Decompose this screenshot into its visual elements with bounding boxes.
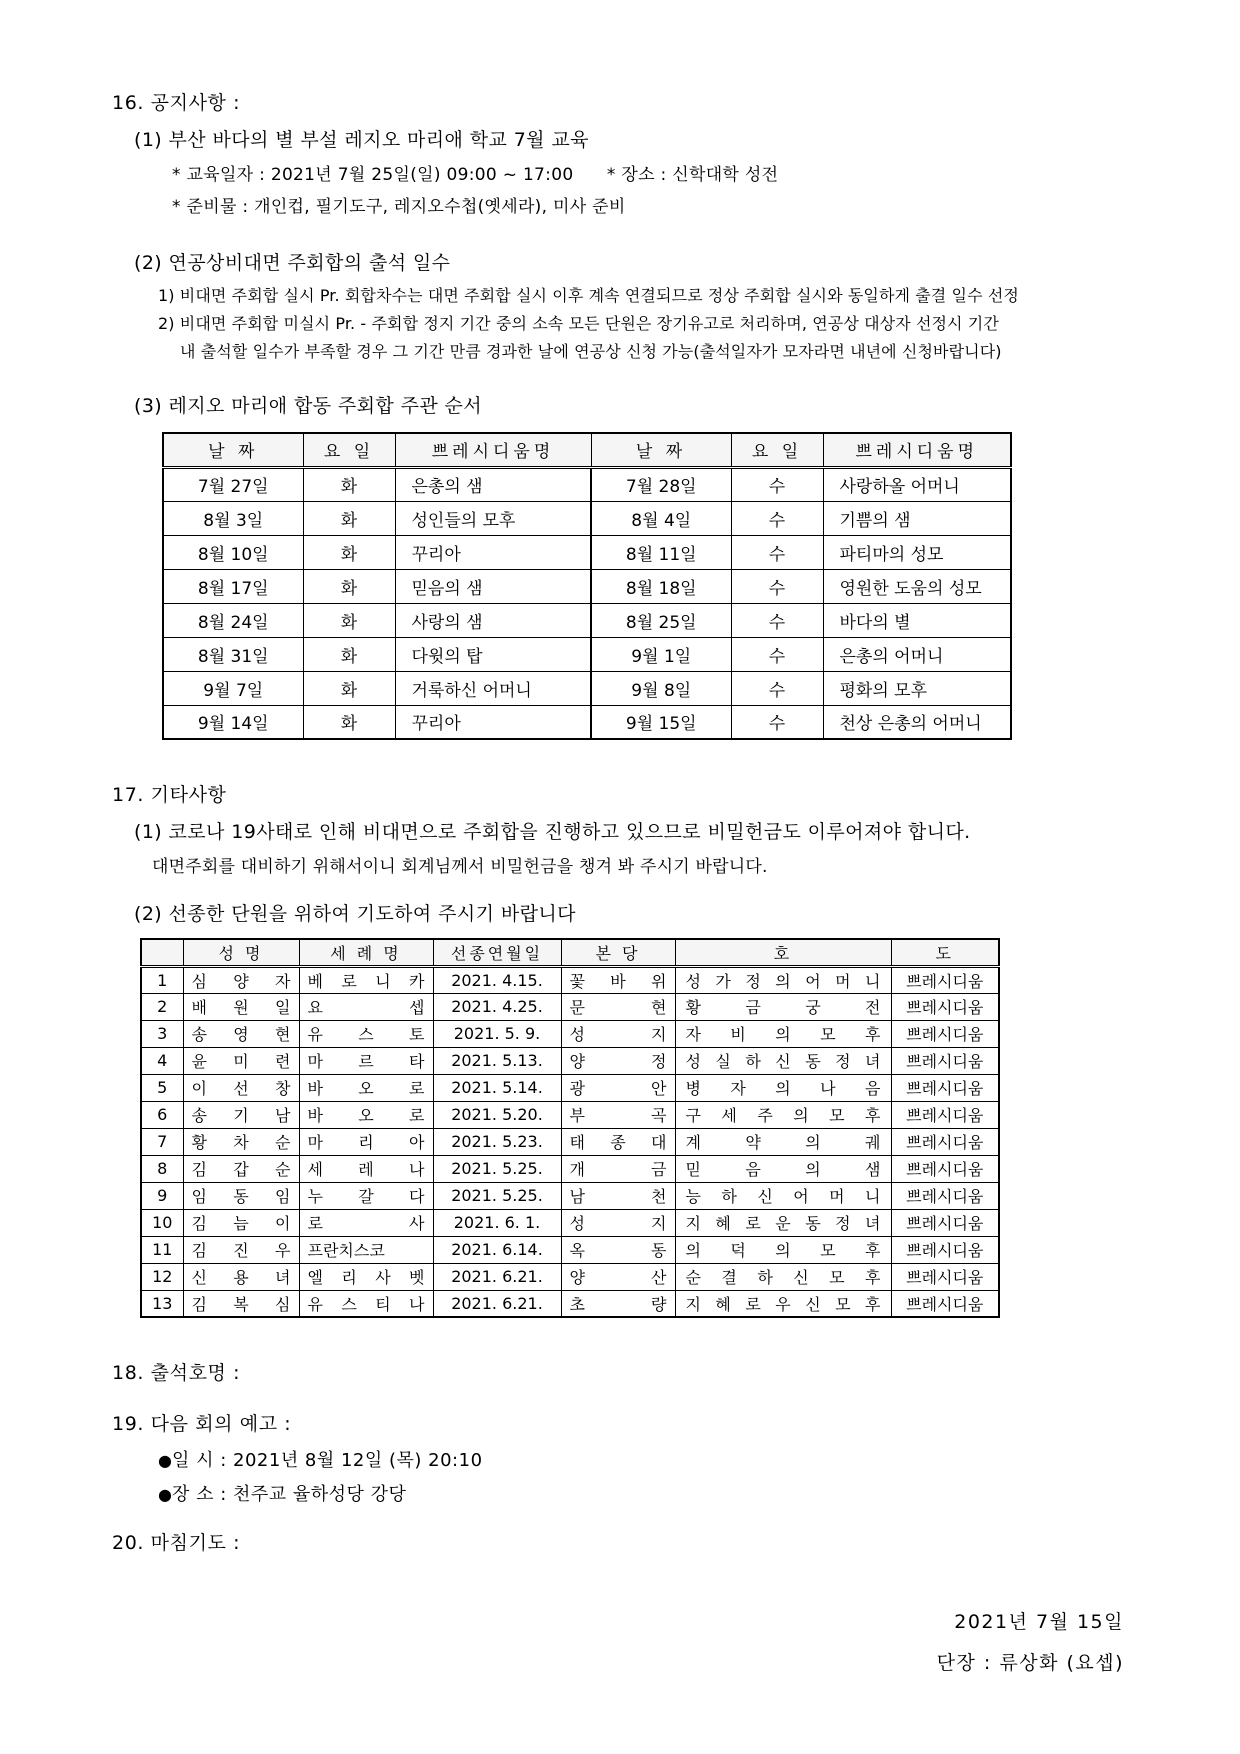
deceased-cell-ho: 지 혜 로 우 신 모 후	[675, 1290, 891, 1317]
deceased-cell-parish: 광 안	[561, 1074, 675, 1101]
bullet-dot-icon: ●	[158, 1451, 173, 1470]
table-row	[141, 993, 999, 1020]
schedule-cell-date-left: 8월 3일	[163, 501, 303, 535]
deceased-cell-death-date: 2021. 4.25.	[433, 993, 561, 1020]
section-16-item-2-sub-2: 2) 비대면 주회합 미실시 Pr. - 주회합 정지 기간 중의 소속 모든 단원은 장기유고로 처리하며, 연공상 대상자 선정시 기간	[158, 314, 999, 333]
deceased-cell-do: 쁘레시디움	[891, 1155, 999, 1182]
deceased-cell-parish: 꽃 바 위	[561, 966, 675, 993]
schedule-cell-date-right: 7월 28일	[591, 467, 731, 501]
deceased-cell-baptismal-name: 로 사	[299, 1209, 433, 1236]
deceased-cell-name: 김 늠 이	[183, 1209, 299, 1236]
deceased-cell-name: 황 차 순	[183, 1128, 299, 1155]
deceased-header-do: 도	[891, 939, 999, 966]
schedule-header-day-right: 요 일	[731, 433, 823, 467]
deceased-cell-do: 쁘레시디움	[891, 1020, 999, 1047]
deceased-cell-baptismal-name: 프란치스코	[299, 1236, 433, 1263]
deceased-cell-baptismal-name: 유 스 토	[299, 1020, 433, 1047]
deceased-header-death-date: 선종연월일	[433, 939, 561, 966]
schedule-cell-date-left: 8월 17일	[163, 569, 303, 603]
deceased-cell-parish: 옥 동	[561, 1236, 675, 1263]
deceased-table-body	[141, 966, 999, 1317]
deceased-cell-death-date: 2021. 4.15.	[433, 966, 561, 993]
deceased-cell-name: 심 양 자	[183, 966, 299, 993]
table-row	[163, 671, 1011, 705]
table-row	[163, 535, 1011, 569]
schedule-cell-day-right: 수	[731, 501, 823, 535]
deceased-cell-name: 김 복 심	[183, 1290, 299, 1317]
deceased-cell-do: 쁘레시디움	[891, 1290, 999, 1317]
deceased-cell-ho: 성 가 정 의 어 머 니	[675, 966, 891, 993]
deceased-cell-index: 9	[141, 1182, 183, 1209]
schedule-cell-day-left: 화	[303, 671, 395, 705]
deceased-cell-parish: 개 금	[561, 1155, 675, 1182]
table-row	[141, 1182, 999, 1209]
deceased-cell-baptismal-name: 마 리 아	[299, 1128, 433, 1155]
deceased-cell-index: 1	[141, 966, 183, 993]
section-17-item-1-line-2: 대면주회를 대비하기 위해서이니 회계님께서 비밀헌금을 챙겨 봐 주시기 바랍니다.	[152, 857, 768, 877]
section-18-heading: 18. 출석호명 :	[112, 1362, 241, 1384]
deceased-cell-do: 쁘레시디움	[891, 1263, 999, 1290]
deceased-cell-death-date: 2021. 5.13.	[433, 1047, 561, 1074]
deceased-cell-name: 송 기 남	[183, 1101, 299, 1128]
deceased-cell-death-date: 2021. 6.21.	[433, 1263, 561, 1290]
deceased-cell-death-date: 2021. 5. 9.	[433, 1020, 561, 1047]
deceased-cell-index: 11	[141, 1236, 183, 1263]
deceased-cell-index: 7	[141, 1128, 183, 1155]
deceased-cell-ho: 황 금 궁 전	[675, 993, 891, 1020]
schedule-cell-date-right: 9월 15일	[591, 705, 731, 739]
deceased-cell-do: 쁘레시디움	[891, 966, 999, 993]
deceased-cell-ho: 계 약 의 궤	[675, 1128, 891, 1155]
deceased-cell-baptismal-name: 베 로 니 카	[299, 966, 433, 993]
next-meeting-place-text: 장 소 : 천주교 율하성당 강당	[172, 1484, 407, 1505]
deceased-cell-name: 신 용 녀	[183, 1263, 299, 1290]
deceased-cell-name: 김 갑 순	[183, 1155, 299, 1182]
schedule-cell-date-right: 8월 4일	[591, 501, 731, 535]
deceased-cell-index: 10	[141, 1209, 183, 1236]
schedule-cell-day-right: 수	[731, 637, 823, 671]
deceased-cell-parish: 태 종 대	[561, 1128, 675, 1155]
joint-meeting-schedule-table	[162, 432, 1012, 740]
schedule-cell-praesidium-right: 은총의 어머니	[823, 637, 1011, 671]
deceased-cell-index: 12	[141, 1263, 183, 1290]
deceased-cell-baptismal-name: 유 스 티 나	[299, 1290, 433, 1317]
schedule-cell-date-left: 8월 10일	[163, 535, 303, 569]
footer-signature: 단장 : 류상화 (요셉)	[936, 1652, 1124, 1674]
document-footer	[100, 1607, 1140, 1675]
deceased-cell-do: 쁘레시디움	[891, 1074, 999, 1101]
deceased-header-index	[141, 939, 183, 966]
schedule-cell-day-right: 수	[731, 705, 823, 739]
deceased-table-head	[141, 939, 999, 966]
schedule-cell-praesidium-right: 사랑하올 어머니	[823, 467, 1011, 501]
table-row	[141, 1074, 999, 1101]
spacer	[100, 224, 1140, 248]
deceased-cell-death-date: 2021. 6. 1.	[433, 1209, 561, 1236]
deceased-cell-do: 쁘레시디움	[891, 1182, 999, 1209]
schedule-cell-day-right: 수	[731, 535, 823, 569]
schedule-cell-praesidium-right: 영원한 도움의 성모	[823, 569, 1011, 603]
deceased-cell-do: 쁘레시디움	[891, 1128, 999, 1155]
deceased-header-ho: 호	[675, 939, 891, 966]
deceased-cell-baptismal-name: 요 셉	[299, 993, 433, 1020]
deceased-cell-index: 8	[141, 1155, 183, 1182]
deceased-cell-parish: 양 산	[561, 1263, 675, 1290]
deceased-header-name: 성 명	[183, 939, 299, 966]
table-row	[141, 1290, 999, 1317]
schedule-cell-day-left: 화	[303, 535, 395, 569]
schedule-cell-praesidium-left: 거룩하신 어머니	[395, 671, 591, 705]
deceased-header-baptismal-name: 세 례 명	[299, 939, 433, 966]
deceased-cell-index: 13	[141, 1290, 183, 1317]
schedule-header-row	[163, 433, 1011, 467]
schedule-table-head	[163, 433, 1011, 467]
section-16-item-1-line-1	[172, 160, 1140, 185]
deceased-cell-ho: 구 세 주 의 모 후	[675, 1101, 891, 1128]
table-row	[163, 603, 1011, 637]
deceased-cell-do: 쁘레시디움	[891, 1101, 999, 1128]
schedule-cell-day-left: 화	[303, 569, 395, 603]
section-16-item-2-sub-2-continued: 내 출석할 일수가 부족할 경우 그 기간 만큼 경과한 날에 연공상 신청 가능(출석일자가 모자라면 내년에 신청바랍니다)	[180, 342, 1002, 361]
schedule-cell-date-left: 7월 27일	[163, 467, 303, 501]
schedule-cell-praesidium-left: 믿음의 샘	[395, 569, 591, 603]
spacer	[100, 1514, 1140, 1528]
spacer	[100, 1318, 1140, 1358]
table-row	[141, 1047, 999, 1074]
schedule-cell-day-left: 화	[303, 501, 395, 535]
deceased-cell-index: 3	[141, 1020, 183, 1047]
section-17-item-1-line-1: (1) 코로나 19사태로 인해 비대면으로 주회합을 진행하고 있으므로 비밀헌금도 이루어져야 합니다.	[134, 821, 971, 843]
deceased-cell-death-date: 2021. 5.25.	[433, 1155, 561, 1182]
spacer	[100, 885, 1140, 899]
deceased-cell-name: 이 선 창	[183, 1074, 299, 1101]
schedule-cell-praesidium-left: 은총의 샘	[395, 467, 591, 501]
deceased-cell-baptismal-name: 엘 리 사 벳	[299, 1263, 433, 1290]
schedule-cell-praesidium-right: 기쁨의 샘	[823, 501, 1011, 535]
next-meeting-time-item	[158, 1446, 1140, 1472]
deceased-cell-ho: 지 혜 로 운 동 정 녀	[675, 1209, 891, 1236]
next-meeting-time-text: 일 시 : 2021년 8월 12일 (목) 20:10	[172, 1450, 483, 1471]
section-19-heading: 19. 다음 회의 예고 :	[112, 1413, 292, 1435]
education-date-text: * 교육일자 : 2021년 7월 25일(일) 09:00 ~ 17:00	[172, 165, 574, 185]
deceased-cell-parish: 초 량	[561, 1290, 675, 1317]
deceased-cell-index: 5	[141, 1074, 183, 1101]
section-16-item-1-label: (1) 부산 바다의 별 부설 레지오 마리애 학교 7월 교육	[134, 129, 589, 151]
footer-date: 2021년 7월 15일	[954, 1611, 1124, 1633]
schedule-cell-day-left: 화	[303, 705, 395, 739]
deceased-cell-name: 송 영 현	[183, 1020, 299, 1047]
schedule-cell-praesidium-left: 사랑의 샘	[395, 603, 591, 637]
spacer	[100, 1395, 1140, 1409]
schedule-header-date-left: 날 짜	[163, 433, 303, 467]
deceased-cell-index: 2	[141, 993, 183, 1020]
deceased-cell-name: 윤 미 련	[183, 1047, 299, 1074]
table-row	[141, 1236, 999, 1263]
schedule-header-date-right: 날 짜	[591, 433, 731, 467]
schedule-cell-praesidium-left: 꾸리아	[395, 535, 591, 569]
table-row	[163, 569, 1011, 603]
table-row	[141, 1209, 999, 1236]
table-row	[163, 705, 1011, 739]
table-row	[163, 637, 1011, 671]
deceased-cell-index: 4	[141, 1047, 183, 1074]
schedule-cell-praesidium-left: 꾸리아	[395, 705, 591, 739]
table-row	[141, 1020, 999, 1047]
schedule-cell-date-left: 8월 24일	[163, 603, 303, 637]
schedule-cell-date-right: 8월 25일	[591, 603, 731, 637]
deceased-cell-baptismal-name: 마 르 타	[299, 1047, 433, 1074]
deceased-cell-do: 쁘레시디움	[891, 1236, 999, 1263]
deceased-cell-ho: 자 비 의 모 후	[675, 1020, 891, 1047]
section-16-item-2-label: (2) 연공상비대면 주회합의 출석 일수	[134, 252, 451, 274]
table-row	[163, 467, 1011, 501]
schedule-header-praesidium-right: 쁘레시디움명	[823, 433, 1011, 467]
deceased-cell-name: 배 원 일	[183, 993, 299, 1020]
section-20-heading: 20. 마침기도 :	[112, 1532, 241, 1554]
deceased-cell-parish: 성 지	[561, 1020, 675, 1047]
schedule-cell-day-right: 수	[731, 569, 823, 603]
deceased-members-table	[140, 938, 1000, 1318]
schedule-cell-day-left: 화	[303, 637, 395, 671]
deceased-cell-ho: 성 실 하 신 동 정 녀	[675, 1047, 891, 1074]
bullet-dot-icon: ●	[158, 1485, 173, 1504]
education-place-text: * 장소 : 신학대학 성전	[606, 165, 779, 185]
schedule-cell-day-left: 화	[303, 467, 395, 501]
schedule-cell-praesidium-right: 파티마의 성모	[823, 535, 1011, 569]
section-16-heading: 16. 공지사항 :	[112, 92, 241, 114]
deceased-cell-death-date: 2021. 6.21.	[433, 1290, 561, 1317]
next-meeting-place-item	[158, 1480, 1140, 1506]
deceased-cell-parish: 부 곡	[561, 1101, 675, 1128]
table-row	[163, 501, 1011, 535]
deceased-cell-parish: 성 지	[561, 1209, 675, 1236]
deceased-cell-baptismal-name: 세 레 나	[299, 1155, 433, 1182]
table-row	[141, 1263, 999, 1290]
deceased-cell-baptismal-name: 누 갈 다	[299, 1182, 433, 1209]
schedule-header-praesidium-left: 쁘레시디움명	[395, 433, 591, 467]
section-17-item-2-label: (2) 선종한 단원을 위하여 기도하여 주시기 바랍니다	[134, 903, 576, 925]
section-16-item-2-sub-1: 1) 비대면 주회합 실시 Pr. 회합차수는 대면 주회합 실시 이후 계속 연결되므로 정상 주회합 실시와 동일하게 출결 일수 선정	[158, 286, 1019, 305]
schedule-cell-day-right: 수	[731, 467, 823, 501]
deceased-cell-death-date: 2021. 6.14.	[433, 1236, 561, 1263]
deceased-cell-ho: 능 하 신 어 머 니	[675, 1182, 891, 1209]
section-17-heading: 17. 기타사항	[112, 784, 227, 806]
deceased-cell-ho: 의 덕 의 모 후	[675, 1236, 891, 1263]
spacer	[100, 740, 1140, 780]
table-row	[141, 1128, 999, 1155]
schedule-cell-day-left: 화	[303, 603, 395, 637]
schedule-cell-date-left: 9월 14일	[163, 705, 303, 739]
deceased-cell-baptismal-name: 바 오 로	[299, 1074, 433, 1101]
schedule-cell-date-right: 8월 11일	[591, 535, 731, 569]
deceased-cell-death-date: 2021. 5.23.	[433, 1128, 561, 1155]
deceased-cell-name: 김 진 우	[183, 1236, 299, 1263]
schedule-cell-praesidium-left: 성인들의 모후	[395, 501, 591, 535]
deceased-cell-death-date: 2021. 5.25.	[433, 1182, 561, 1209]
deceased-cell-parish: 문 현	[561, 993, 675, 1020]
deceased-cell-do: 쁘레시디움	[891, 1209, 999, 1236]
schedule-table-body	[163, 467, 1011, 739]
table-row	[141, 966, 999, 993]
deceased-cell-parish: 남 천	[561, 1182, 675, 1209]
schedule-cell-date-right: 8월 18일	[591, 569, 731, 603]
table-row	[141, 1155, 999, 1182]
schedule-cell-date-left: 9월 7일	[163, 671, 303, 705]
deceased-cell-parish: 양 정	[561, 1047, 675, 1074]
table-row	[141, 1101, 999, 1128]
schedule-cell-praesidium-right: 평화의 모후	[823, 671, 1011, 705]
schedule-cell-date-right: 9월 8일	[591, 671, 731, 705]
spacer	[100, 367, 1140, 391]
section-16-item-3-label: (3) 레지오 마리애 합동 주회합 주관 순서	[134, 395, 483, 417]
schedule-cell-date-right: 9월 1일	[591, 637, 731, 671]
deceased-cell-death-date: 2021. 5.20.	[433, 1101, 561, 1128]
deceased-cell-death-date: 2021. 5.14.	[433, 1074, 561, 1101]
deceased-cell-do: 쁘레시디움	[891, 993, 999, 1020]
schedule-cell-date-left: 8월 31일	[163, 637, 303, 671]
deceased-cell-name: 임 동 임	[183, 1182, 299, 1209]
deceased-cell-index: 6	[141, 1101, 183, 1128]
deceased-cell-do: 쁘레시디움	[891, 1047, 999, 1074]
schedule-cell-praesidium-right: 바다의 별	[823, 603, 1011, 637]
deceased-cell-ho: 병 자 의 나 음	[675, 1074, 891, 1101]
deceased-cell-baptismal-name: 바 오 로	[299, 1101, 433, 1128]
section-16-item-1-line-2: * 준비물 : 개인컵, 필기도구, 레지오수첩(옛세라), 미사 준비	[172, 197, 626, 217]
schedule-cell-day-right: 수	[731, 671, 823, 705]
schedule-cell-praesidium-left: 다윗의 탑	[395, 637, 591, 671]
deceased-cell-ho: 순 결 하 신 모 후	[675, 1263, 891, 1290]
schedule-cell-praesidium-right: 천상 은총의 어머니	[823, 705, 1011, 739]
schedule-header-day-left: 요 일	[303, 433, 395, 467]
deceased-cell-ho: 믿 음 의 샘	[675, 1155, 891, 1182]
schedule-cell-day-right: 수	[731, 603, 823, 637]
deceased-header-parish: 본 당	[561, 939, 675, 966]
deceased-header-row	[141, 939, 999, 966]
